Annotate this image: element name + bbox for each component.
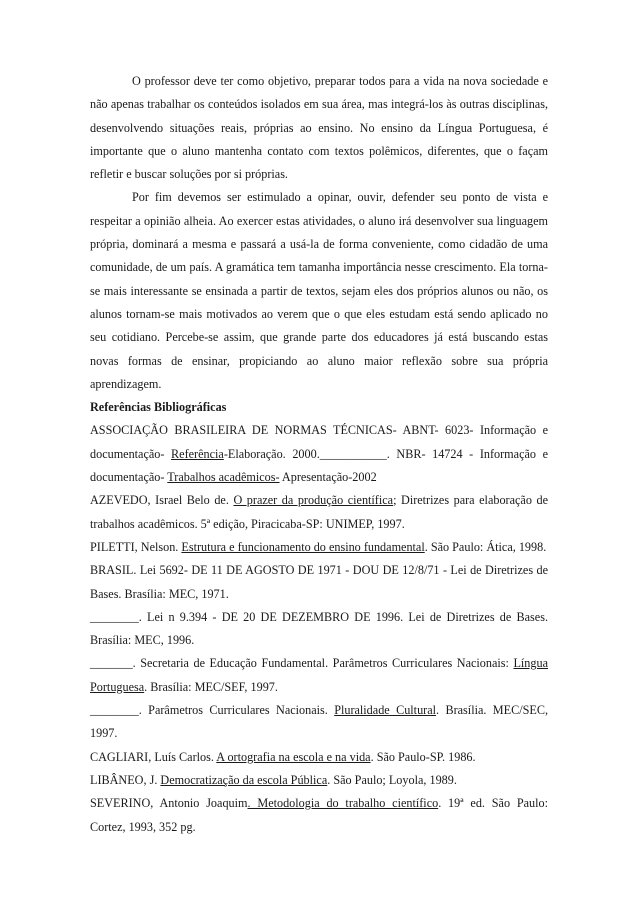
ref-text: BRASIL. Lei 5692- DE 11 DE AGOSTO DE 1971 - DOU DE 12/8/71 - Lei de Diretrizes de Bases. Brasília: MEC, 1971. (90, 563, 548, 601)
reference-piletti (90, 536, 548, 559)
ref-text: LIBÂNEO, J. (90, 772, 161, 787)
reference-cagliari (90, 746, 548, 769)
references-heading: Referências Bibliográficas (90, 400, 227, 415)
ref-text: ASSOCIAÇÃO BRASILEIRA DE NORMAS TÉCNICAS- ABNT- 6023- Informação e documentação- (90, 423, 548, 461)
ref-text: Apresentação-2002 (279, 470, 377, 485)
ref-text: . São Paulo; Loyola, 1989. (327, 772, 457, 787)
ref-text: . Brasília: MEC/SEF, 1997. (144, 679, 278, 694)
reference-pcn-lingua (90, 652, 548, 699)
ref-text: SEVERINO, Antonio Joaquim (90, 796, 248, 811)
reference-brasil-1996 (90, 606, 548, 653)
reference-severino (90, 792, 548, 839)
ref-text: ________. Parâmetros Curriculares Nacionais. (90, 703, 335, 718)
reference-pcn-pluralidade (90, 699, 548, 746)
ref-title: Estrutura e funcionamento do ensino fundamental (181, 539, 425, 554)
reference-libaneo (90, 769, 548, 792)
ref-text: . Brasília. MEC/SEC, 1997. (90, 703, 548, 741)
ref-title: . Metodologia do trabalho científico (247, 796, 439, 811)
ref-text: ________. Lei n 9.394 - DE 20 DE DEZEMBRO DE 1996. Lei de Diretrizes de Bases. Brasília: MEC, 1996. (90, 609, 548, 648)
ref-text: . São Paulo: Ática, 1998. (424, 539, 547, 554)
ref-text: CAGLIARI, Luís Carlos. (90, 749, 217, 764)
ref-title: Pluralidade Cultural (334, 703, 437, 718)
ref-text: AZEVEDO, Israel Belo de. (90, 493, 234, 508)
ref-text: . 19ª ed. São Paulo: Cortez, 1993, 352 pg. (90, 796, 549, 834)
body-paragraph-1: O professor deve ter como objetivo, preparar todos para a vida na nova sociedade e não apenas trabalhar os conteúdos isolados em sua área, mas integrá-los às outras disciplinas, desenvolvendo situações reais, próprias ao ensino. No ensino da Língua Portuguesa, é importante que o aluno mantenha contato com textos polêmicos, diferentes, que o façam refletir e buscar soluções por si próprias. (90, 74, 548, 182)
ref-title: Democratização da escola Pública (160, 772, 328, 787)
ref-text: _______. Secretaria de Educação Fundamental. Parâmetros Curriculares Nacionais: (90, 656, 514, 671)
reference-abnt (90, 419, 548, 489)
ref-title: A ortografia na escola e na vida (216, 749, 371, 764)
ref-title: Trabalhos acadêmicos- (167, 470, 280, 485)
ref-text: -Elaboração. 2000.___________. NBR- 14724 - Informação e documentação- (90, 446, 548, 485)
ref-text: PILETTI, Nelson. (90, 539, 182, 554)
ref-title: O prazer da produção científica (233, 493, 394, 508)
reference-azevedo (90, 489, 548, 536)
ref-text: . São Paulo-SP. 1986. (370, 749, 476, 764)
ref-title: Referência (171, 446, 224, 461)
body-paragraph-2: Por fim devemos ser estimulado a opinar, ouvir, defender seu ponto de vista e respeitar a opinião alheia. Ao exercer estas atividades, o aluno irá desenvolver sua linguagem própria, dominará a mesma e passará a usá-la de forma conveniente, como cidadão de uma comunidade, de um país. A gramática tem tamanha importância nesse crescimento. Ela torna-se mais interessante se ensinada a partir de textos, sejam eles dos próprios alunos ou não, os alunos tornam-se mais motivados ao verem que o que eles estudam está sendo aplicado no seu cotidiano. Percebe-se assim, que grande parte dos educadores já está buscando estas novas formas de ensinar, propiciando ao aluno maior reflexão sobre sua própria aprendizagem. (90, 190, 548, 391)
ref-text: ; Diretrizes para elaboração de trabalhos acadêmicos. 5ª edição, Piracicaba-SP: UNIMEP, 1997. (90, 493, 548, 531)
reference-brasil-1971 (90, 559, 548, 606)
ref-title: Língua Portuguesa (90, 656, 548, 694)
